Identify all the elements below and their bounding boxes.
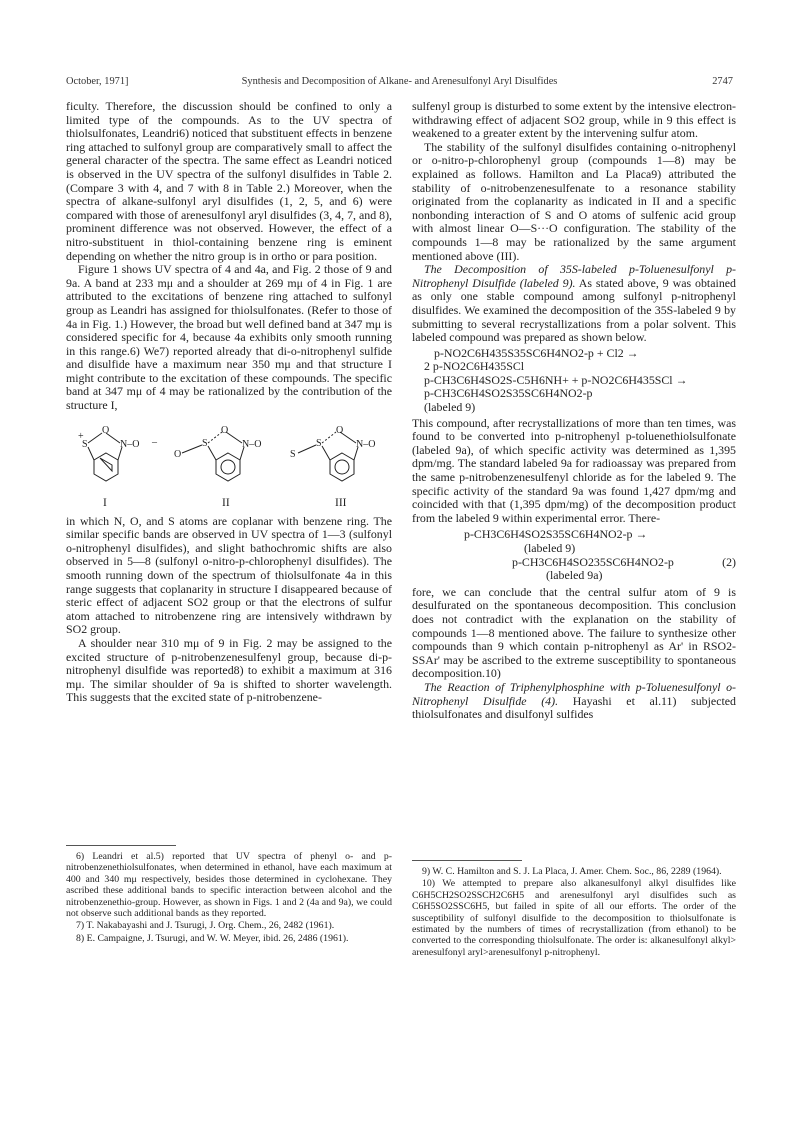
header-title: Synthesis and Decomposition of Alkane- and Arenesulfonyl Aryl Disulfides: [241, 76, 558, 87]
equation-line: p-NO2C6H435S35SC6H4NO2-p + Cl2 →: [434, 345, 639, 360]
equation-line: (labeled 9): [424, 400, 476, 415]
aromatic-circle-iii: [335, 460, 349, 474]
section-heading: The Reaction of Triphenylphosphine with p-Toluenesulfonyl o-Nitrophenyl Disulfide (4).: [412, 679, 736, 708]
paragraph: in which N, O, and S atoms are coplanar with benzene ring. The similar specific bands are observed in UV spectra of 1—3 (sulfonyl o-nitrophenyl disulfides), and slight bathochromic shifts are also observed in 5—8 (sulfonyl o-nitro-p-chlorophenyl disulfides). The smooth running down of the spectrum of thiolsulfonate 4a in this range suggests that coplanarity in structure I disappeared because of steric effect of adjacent SO2 group or that the electrons of sulfur atom attached to nitrobenzene ring are intensively withdrawn by SO2 group.: [66, 513, 392, 637]
svg-text:S: S: [316, 437, 322, 449]
bond-s-ii: [208, 446, 216, 460]
footnote-rule: [412, 860, 522, 861]
equation-2: [412, 528, 736, 582]
benzene-ring-iii: [330, 453, 354, 481]
equation-row: [412, 556, 736, 570]
bond-s-iii: [322, 446, 330, 460]
equation-line: p-CH3C6H4SO2S35SC6H4NO2-p →: [464, 527, 648, 542]
bond-s-o-i: [88, 433, 102, 443]
aromatic-circle-ii: [221, 460, 235, 474]
svg-text:–: –: [152, 436, 157, 448]
equation-line: p-CH3C6H4SO2S35SC6H4NO2-p: [424, 386, 593, 401]
benzene-ring-ii: [216, 453, 240, 481]
equation-line: p-CH3C6H4SO2S-C5H6NH+ + p-NO2C6H435SCl →: [424, 372, 688, 387]
footnote: 7) T. Nakabayashi and J. Tsurugi, J. Org. Chem., 26, 2482 (1961).: [76, 920, 335, 932]
structure-label-iii: III: [335, 496, 347, 509]
page-number: 2747: [712, 76, 733, 87]
bond-s-i: [88, 447, 94, 460]
structure-diagrams: [66, 423, 392, 493]
section-heading: The Decomposition of 35S-labeled p-Toluenesulfonyl p-Nitrophenyl Disulfide (labeled 9).: [412, 262, 736, 290]
dash-s-o-ii: [208, 432, 222, 443]
benzene-ring-i: [94, 453, 118, 481]
svg-text:S: S: [290, 448, 296, 460]
paragraph: sulfenyl group is disturbed to some extent by the intensive electron-withdrawing effect of adjacent SO2 group, while in 9 this effect is weakened to a greater extent by the intervening sulfur atom.: [412, 99, 736, 141]
benzene-inner-i: [100, 458, 112, 471]
dash-s-o-iii: [322, 432, 336, 443]
footnote-rule: [66, 845, 176, 846]
footnote: 10) We attempted to prepare also alkanesulfonyl alkyl disulfides like C6H5CH2SO2SSCH2C6H5 and arenesulfonyl aryl disulfides such as C6H5SO2SSC6H5, but failed in spite of all our efforts. The order of the susceptibility of sulfonyl disulfide to the decomposition to thiolsulfonate is estimated by the numbers of times of recrystallization (from ethanol) to be converted to the corresponding thiolsulfonate. The order is: alkanesulfonyl alkyl> arenesulfonyl aryl>arenesulfonyl p-nitrophenyl.: [412, 878, 736, 958]
bond-s-s-iii: [298, 445, 316, 453]
svg-text:O: O: [221, 424, 229, 436]
paragraph: fore, we can conclude that the central sulfur atom of 9 is desulfurated on the spontaneous decomposition. This conclusion does not contradict with the explanation on the stability of compounds 1—8 mentioned above. The failure to synthesize other compounds than 9 which contain p-nitrophenyl as Ar' in RSO2-SSAr' may be ascribed to the extreme susceptibility to spontaneous decomposition.10): [412, 584, 736, 681]
structure-labels: [66, 497, 392, 511]
equation-line: p-CH3C6H4SO235SC6H4NO2-p: [512, 554, 674, 569]
section-paragraph: [412, 681, 736, 722]
svg-text:N–O: N–O: [356, 438, 376, 450]
svg-text:N–O: N–O: [120, 438, 140, 450]
equation-line: 2 p-NO2C6H435SCl: [424, 359, 525, 374]
paragraph-text: As stated above, 9 was obtained as only one stable compound among sulfonyl p-nitrophenyl disulfides. We examined the decomposition of the 35S-labeled 9 by submitting to several recrystallizations from a polar solvent. This labeled compound was prepared as shown below.: [412, 275, 736, 345]
structure-label-i: I: [103, 496, 107, 509]
footnote: 6) Leandri et al.5) reported that UV spectra of phenyl o- and p-nitrobenzenethiolsulfonates, when determined in ethanol, have each maximum at 400 and 340 mμ respectively, besides those determined in cyclohexane. They ascribed these additional bands to specific interaction between alcohol and the nitrobenzenethio-group. However, as shown in Figs. 1 and 2 (4a and 9a), we could not observe such additional bands as they reported.: [66, 851, 392, 920]
equation-line: (labeled 9a): [546, 568, 603, 583]
svg-text:+: +: [78, 430, 84, 442]
left-column: [66, 100, 392, 705]
paragraph: The stability of the sulfonyl disulfides containing o-nitrophenyl or o-nitro-p-chlorophenyl group (compounds 1—8) may be explained as follows. Hamilton and La Placa9) attributed the stability of o-nitrobenzenesulfenate to a resonance stability originated from the coplanarity as indicated in II and a specific nonbonding interaction of S and O atoms of sulfenic acid group with almost linear O—S···O configuration. The stability of the compounds 1—8 may be rationalized by the same argument mentioned above (III).: [412, 139, 736, 263]
paragraph: Figure 1 shows UV spectra of 4 and 4a, and Fig. 2 those of 9 and 9a. A band at 233 mμ and a shoulder at 269 mμ of 4 in Fig. 1 are attributed to the excitations of benzene ring attached to sulfonyl group as Leandri has assigned for thiolsulfonates. (Refer to those of 4a in Fig. 1.) However, the broad but well defined band at 347 mμ is considered specific for 4, because 4a exhibits only smooth running in this range.6) We7) reported already that di-o-nitrophenyl sulfide and disulfide have a maximum near 350 mμ and that structure I might contribute to the excitation of these compounds. The specific band at 347 mμ of 4 may be rationalized by the contribution of the structure I,: [66, 262, 392, 413]
equation-1: [412, 347, 736, 415]
svg-text:O: O: [102, 424, 110, 436]
paragraph-text: Hayashi et al.11) subjected thiolsulfonates and disulfonyl sulfides: [412, 693, 736, 722]
right-column: [412, 100, 736, 722]
footnotes-left: [66, 845, 392, 945]
svg-text:O: O: [174, 448, 182, 460]
equation-number: (2): [722, 554, 736, 569]
svg-text:S: S: [82, 438, 88, 450]
footnote: 8) E. Campaigne, J. Tsurugi, and W. W. Meyer, ibid. 26, 2486 (1961).: [76, 932, 349, 944]
structure-label-ii: II: [222, 496, 230, 509]
chemical-structures: [66, 423, 392, 493]
footnote: 9) W. C. Hamilton and S. J. La Placa, J. Amer. Chem. Soc., 86, 2289 (1964).: [422, 866, 722, 877]
svg-text:S: S: [202, 437, 208, 449]
equation-line: (labeled 9): [524, 541, 576, 555]
svg-text:N–O: N–O: [242, 438, 262, 450]
footnotes-right: [412, 860, 736, 959]
running-header: [66, 76, 733, 90]
paragraph: This compound, after recrystallizations of more than ten times, was found to be converted into p-nitrophenyl p-toluenethiolsulfonate (labeled 9a), of which specific activity was determined as 1,395 dpm/mg. The standard labeled 9a for radioassay was prepared from the same p-nitrobenzenesulfenyl chloride as for the labeled 9. The specific activity of the standard 9a was found 1,427 dpm/mg and coincided with that (1,395 dpm/mg) of the decomposition product from the labeled 9 within experimental error. There-: [412, 415, 736, 525]
bond-o-s-ii: [182, 445, 202, 453]
bond-o-n-ii: [226, 432, 242, 443]
paragraph: ficulty. Therefore, the discussion should be confined to only a limited type of the compounds. As to the UV spectra of thiolsulfonates, Leandri6) noticed that substituent effects in benzene ring attached to sulfonyl group are comparatively small to affect the general character of the spectra. The same effect as Leandri noticed is observed in the UV spectra of the sulfonyl disulfides in Table 2. (Compare 3 with 4, and 7 with 8 in Table 2.) Moreover, when the spectra of alkane-sulfonyl aryl disulfides (1, 2, 5, and 6) were compared with those of arenesulfonyl aryl disulfides (3, 4, 7, and 8), prominent difference was not observed. However, the effect of a nitro-substituent in thiol-containing benzene ring is eminent depending on whether the nitro group is in ortho or para position.: [66, 99, 392, 263]
header-date: October, 1971]: [66, 76, 129, 87]
svg-text:O: O: [336, 424, 344, 436]
paragraph: A shoulder near 310 mμ of 9 in Fig. 2 may be assigned to the excited structure of p-nitrobenzenesulfenyl group, because di-p-nitrophenyl disulfide was reported8) to exhibit a maximum at 316 mμ. The similar shoulder of 9a is shifted to shorter wavelength. This suggests that the excited state of p-nitrobenzene-: [66, 636, 392, 705]
section-paragraph: [412, 263, 736, 345]
